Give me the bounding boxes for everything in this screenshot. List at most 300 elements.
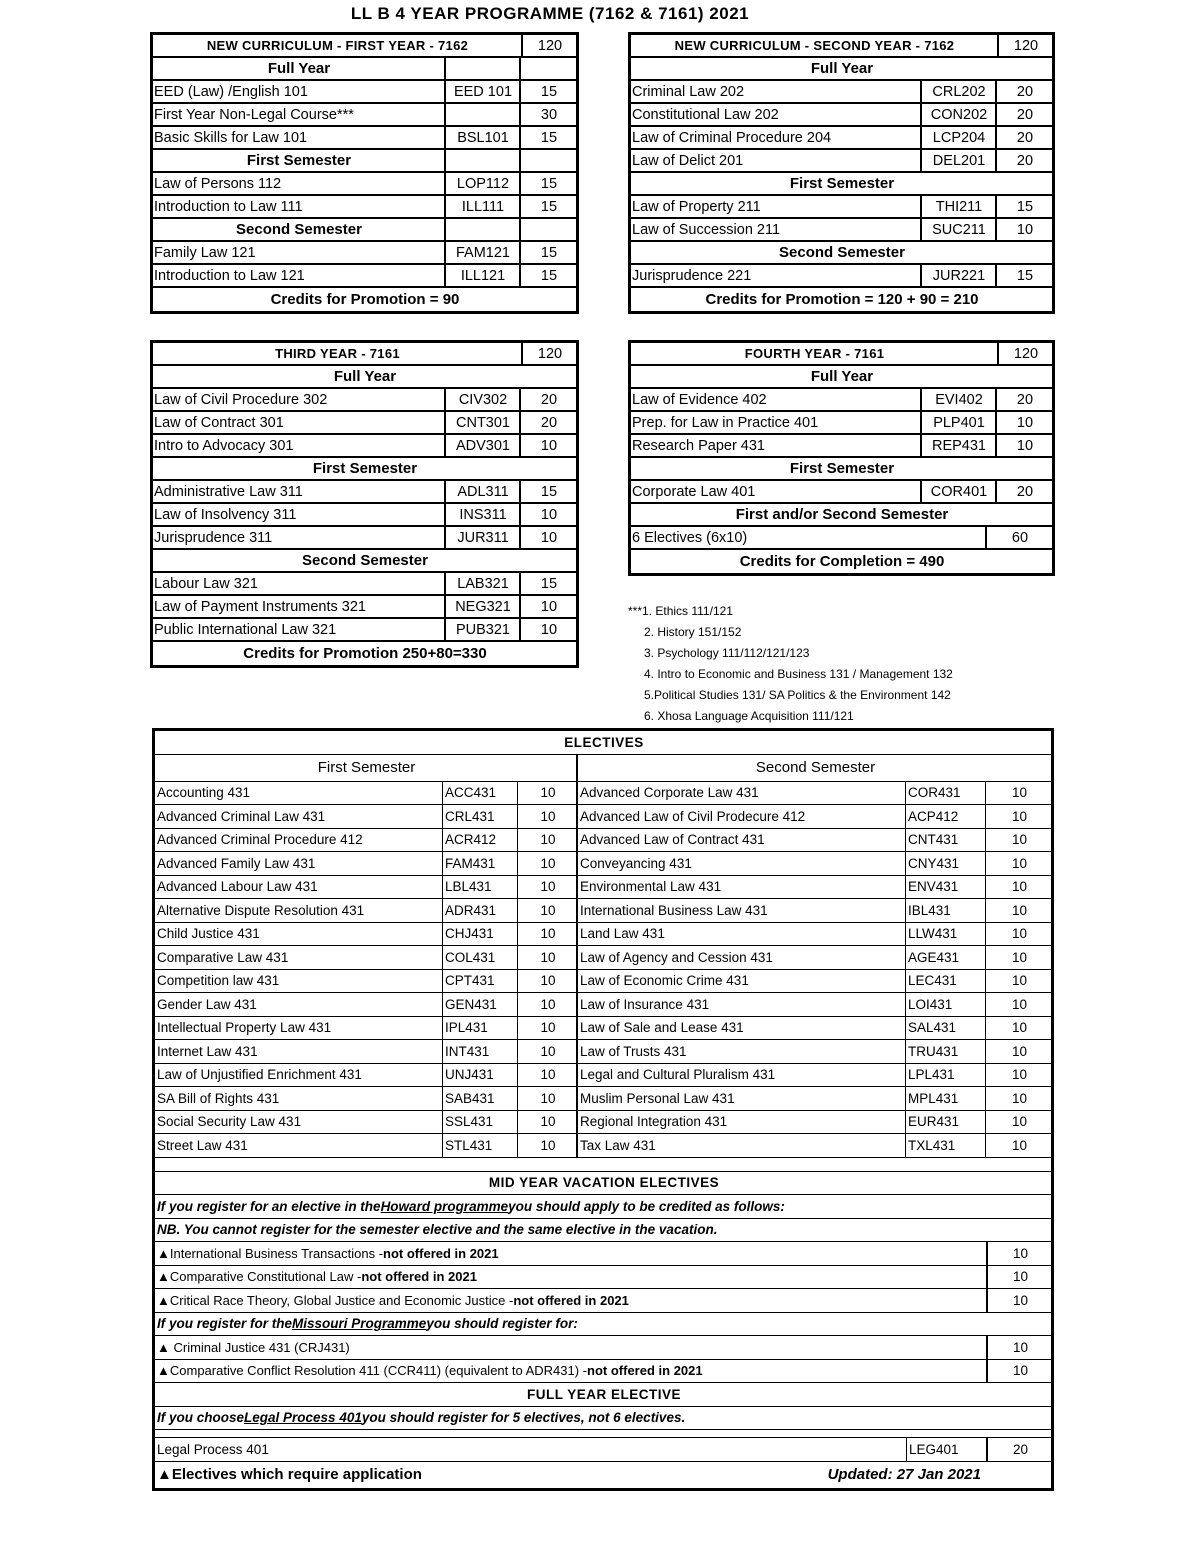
elective-name: Advanced Law of Contract 431: [578, 829, 906, 852]
elective-name: Intellectual Property Law 431: [155, 1017, 443, 1040]
year-title: NEW CURRICULUM - FIRST YEAR - 7162: [206, 38, 469, 53]
elective-credits: 10: [518, 1040, 578, 1063]
vacation-elective: [155, 1266, 986, 1289]
not-offered-note: not offered in 2021: [361, 1269, 477, 1285]
course-row: [153, 242, 576, 265]
empty-cell: [521, 58, 576, 79]
year-header: [631, 35, 1052, 58]
course-code: EVI402: [922, 389, 997, 410]
elective-name: Advanced Criminal Law 431: [155, 805, 443, 828]
course-name: Law of Delict 201: [631, 150, 922, 171]
course-row: [153, 619, 576, 642]
course-name: Constitutional Law 202: [631, 104, 922, 125]
elective-row: [155, 923, 1051, 947]
elective-code: FAM431: [443, 852, 518, 875]
updated-date: Updated: 27 Jan 2021: [827, 1466, 981, 1483]
vacation-elective-name: ▲Comparative Constitutional Law -: [157, 1269, 362, 1285]
course-row: [631, 219, 1052, 242]
course-name: Law of Evidence 402: [631, 389, 922, 410]
course-name: Law of Succession 211: [631, 219, 922, 240]
legal-process-name: Legal Process 401: [157, 1441, 269, 1457]
elective-name: Street Law 431: [155, 1134, 443, 1157]
course-name: Research Paper 431: [631, 435, 922, 456]
course-code: INS311: [446, 504, 521, 525]
elective-code: AGE431: [906, 946, 986, 969]
year-credits: 120: [997, 35, 1052, 56]
course-code: FAM121: [446, 242, 521, 263]
credits-footer-text: Credits for Promotion 250+80=330: [243, 645, 487, 662]
vacation-elective: [155, 1289, 986, 1312]
elective-code: ACR412: [443, 829, 518, 852]
elective-credits: 10: [1011, 949, 1028, 965]
course-code: JUR221: [922, 265, 997, 286]
elective-credits: 10: [1011, 879, 1028, 895]
elective-credits: 10: [518, 1134, 578, 1157]
elective-row: [155, 1087, 1051, 1111]
course-row: [153, 173, 576, 196]
elective-credits: 10: [518, 829, 578, 852]
elective-row: [155, 876, 1051, 900]
section-label: Full Year: [153, 58, 446, 79]
elective-name: Conveyancing 431: [578, 852, 906, 875]
elective-credits: 10: [1011, 902, 1028, 918]
section-row: [631, 173, 1052, 196]
course-row: [153, 435, 576, 458]
elective-code: COL431: [443, 946, 518, 969]
elective-credits: 10: [518, 923, 578, 946]
course-credits: 20: [540, 391, 558, 408]
elective-code: CNT431: [906, 829, 986, 852]
elective-name: Advanced Labour Law 431: [155, 876, 443, 899]
course-name: Law of Contract 301: [153, 412, 446, 433]
course-credits: 15: [540, 575, 558, 592]
elective-name: Environmental Law 431: [578, 876, 906, 899]
course-row: [631, 104, 1052, 127]
programme-link: Legal Process 401: [244, 1410, 362, 1426]
midyear-header: MID YEAR VACATION ELECTIVES: [488, 1175, 720, 1191]
credits-footer-text: Credits for Completion = 490: [739, 553, 945, 570]
elective-name: Advanced Criminal Procedure 412: [155, 829, 443, 852]
course-name: First Year Non-Legal Course***: [153, 104, 446, 125]
elective-name: Social Security Law 431: [155, 1111, 443, 1134]
elective-credits: 10: [518, 805, 578, 828]
elective-code: CHJ431: [443, 923, 518, 946]
section-row: [153, 150, 576, 173]
course-credits: 20: [1016, 152, 1034, 169]
section-label: Second Semester: [779, 244, 905, 261]
course-credits: 20: [1016, 83, 1034, 100]
course-code: LCP204: [922, 127, 997, 148]
course-code: ADV301: [446, 435, 521, 456]
course-name: Jurisprudence 311: [153, 527, 446, 548]
elective-code: ACP412: [906, 805, 986, 828]
course-name: EED (Law) /English 101: [153, 81, 446, 102]
elective-row: [155, 1462, 1051, 1488]
elective-name: Regional Integration 431: [578, 1111, 906, 1134]
year-header: [153, 343, 576, 366]
course-row: [153, 104, 576, 127]
vacation-elective: [155, 1336, 986, 1359]
elective-credits: 10: [518, 1017, 578, 1040]
vacation-elective-name: ▲Critical Race Theory, Global Justice and Economic Justice -: [157, 1292, 514, 1308]
course-row: [631, 435, 1052, 458]
elective-code: GEN431: [443, 993, 518, 1016]
elective-row: [155, 1438, 1051, 1462]
course-row: [153, 265, 576, 288]
course-row: [153, 573, 576, 596]
section-row: [631, 366, 1052, 389]
course-code: LOP112: [446, 173, 521, 194]
elective-code: LPL431: [906, 1064, 986, 1087]
elective-code: SAB431: [443, 1087, 518, 1110]
electives-table: [152, 728, 1054, 1491]
elective-credits: 10: [518, 1064, 578, 1087]
instruction-pre: If you choose: [157, 1410, 245, 1426]
course-credits: 15: [540, 244, 558, 261]
course-name: Law of Property 211: [631, 196, 922, 217]
elective-name: Legal and Cultural Pluralism 431: [578, 1064, 906, 1087]
section-label: Full Year: [810, 368, 874, 385]
empty-cell: [521, 219, 576, 240]
elective-name: Law of Insurance 431: [578, 993, 906, 1016]
elective-row: [155, 1266, 1051, 1290]
course-credits: 10: [1016, 221, 1034, 238]
elective-row: [155, 1219, 1051, 1243]
course-row: [153, 127, 576, 150]
note-line: 2. History 151/152: [644, 624, 742, 639]
course-credits: 20: [1016, 483, 1034, 500]
note-line: 4. Intro to Economic and Business 131 / Management 132: [644, 666, 953, 681]
credits-footer: [153, 642, 576, 665]
course-row: [153, 81, 576, 104]
elective-name: Land Law 431: [578, 923, 906, 946]
elective-credits: 10: [518, 852, 578, 875]
instruction-pre: If you register for the: [157, 1316, 293, 1332]
course-name: Family Law 121: [153, 242, 446, 263]
elective-row: [155, 1134, 1051, 1158]
course-code: BSL101: [446, 127, 521, 148]
elective-name: Law of Agency and Cession 431: [578, 946, 906, 969]
course-credits: 10: [540, 506, 558, 523]
elective-code: CRL431: [443, 805, 518, 828]
fourth-year-box: [628, 340, 1055, 576]
elective-row: [155, 1360, 1051, 1384]
course-code: CRL202: [922, 81, 997, 102]
vacation-elective-name: ▲Comparative Conflict Resolution 411 (CCR411) (equivalent to ADR431) -: [157, 1363, 588, 1379]
course-code: NEG321: [446, 596, 521, 617]
elective-credits: 10: [1011, 1114, 1028, 1130]
elective-row: [155, 970, 1051, 994]
credits-footer: [631, 550, 1052, 573]
elective-row: [155, 782, 1051, 806]
elective-row: [155, 1336, 1051, 1360]
course-row: [153, 412, 576, 435]
course-name: Law of Criminal Procedure 204: [631, 127, 922, 148]
elective-name: Advanced Family Law 431: [155, 852, 443, 875]
section-label: Second Semester: [153, 219, 446, 240]
course-credits: 10: [540, 529, 558, 546]
section-row: [631, 504, 1052, 527]
course-row: [153, 481, 576, 504]
elective-row: [155, 1195, 1051, 1219]
section-row: [153, 366, 576, 389]
elective-code: EUR431: [906, 1111, 986, 1134]
section-row: [631, 58, 1052, 81]
legal-process-credits: 20: [986, 1438, 1051, 1461]
course-row: [631, 412, 1052, 435]
course-name: Administrative Law 311: [153, 481, 446, 502]
course-name: Basic Skills for Law 101: [153, 127, 446, 148]
elective-row: [155, 1040, 1051, 1064]
spacer-row: [155, 1430, 1051, 1437]
elective-code: CPT431: [443, 970, 518, 993]
vacation-elective-credits: 10: [986, 1289, 1051, 1312]
elective-code: ADR431: [443, 899, 518, 922]
year-header: [153, 35, 576, 58]
year-credits: 120: [997, 343, 1052, 364]
elective-row: [155, 1407, 1051, 1431]
elective-name: Child Justice 431: [155, 923, 443, 946]
course-credits: 20: [1016, 391, 1034, 408]
elective-name: Gender Law 431: [155, 993, 443, 1016]
elective-row: [155, 1313, 1051, 1337]
section-row: [631, 458, 1052, 481]
vacation-elective-credits: 10: [986, 1242, 1051, 1265]
course-name: Introduction to Law 111: [153, 196, 446, 217]
year-credits: 120: [521, 35, 576, 56]
course-code: ADL311: [446, 481, 521, 502]
not-offered-note: not offered in 2021: [383, 1245, 499, 1261]
elective-row: [155, 755, 1051, 782]
elective-credits: 10: [1011, 973, 1028, 989]
elective-name: Law of Sale and Lease 431: [578, 1017, 906, 1040]
course-credits: 10: [1016, 414, 1034, 431]
course-row: [153, 527, 576, 550]
course-credits: 15: [540, 267, 558, 284]
course-row: [631, 150, 1052, 173]
year-title: THIRD YEAR - 7161: [275, 346, 400, 361]
course-row: [631, 196, 1052, 219]
course-name: Prep. for Law in Practice 401: [631, 412, 922, 433]
elective-code: COR431: [906, 782, 986, 805]
not-offered-note: not offered in 2021: [587, 1363, 703, 1379]
elective-name: Advanced Corporate Law 431: [578, 782, 906, 805]
elective-row: [155, 1172, 1051, 1196]
elective-code: ENV431: [906, 876, 986, 899]
course-name: Public International Law 321: [153, 619, 446, 640]
elective-name: Accounting 431: [155, 782, 443, 805]
elective-row: [155, 1430, 1051, 1438]
course-row: [631, 127, 1052, 150]
course-code: EED 101: [446, 81, 521, 102]
elective-credits: 10: [518, 782, 578, 805]
course-name: Labour Law 321: [153, 573, 446, 594]
empty-cell: [446, 150, 521, 171]
instruction-pre: If you register for an elective in the: [157, 1198, 381, 1214]
vacation-elective: [155, 1242, 986, 1265]
elective-code: TRU431: [906, 1040, 986, 1063]
elective-credits: 10: [1011, 996, 1028, 1012]
elective-name: Competition law 431: [155, 970, 443, 993]
elective-credits: 10: [518, 946, 578, 969]
elective-credits: 10: [1011, 832, 1028, 848]
course-code: LAB321: [446, 573, 521, 594]
vacation-elective-credits: 10: [986, 1336, 1051, 1359]
elective-row: [155, 1017, 1051, 1041]
course-credits: 15: [540, 198, 558, 215]
elective-code: INT431: [443, 1040, 518, 1063]
section-row: [153, 219, 576, 242]
course-credits: 10: [540, 621, 558, 638]
course-code: THI211: [922, 196, 997, 217]
page-title: LL B 4 YEAR PROGRAMME (7162 & 7161) 2021: [350, 4, 750, 23]
section-label: Full Year: [333, 368, 397, 385]
course-credits: 15: [540, 129, 558, 146]
course-credits: 15: [1016, 267, 1034, 284]
second-year-box: [628, 32, 1055, 314]
course-name: 6 Electives (6x10): [631, 527, 987, 548]
third-year-box: [150, 340, 579, 668]
course-code: COR401: [922, 481, 997, 502]
course-name: Intro to Advocacy 301: [153, 435, 446, 456]
course-row: [631, 81, 1052, 104]
elective-row: [155, 993, 1051, 1017]
course-row: [631, 389, 1052, 412]
elective-credits: 10: [1011, 1090, 1028, 1106]
course-code: JUR311: [446, 527, 521, 548]
elective-code: STL431: [443, 1134, 518, 1157]
second-semester-label: Second Semester: [755, 759, 876, 776]
elective-name: Muslim Personal Law 431: [578, 1087, 906, 1110]
section-label: First Semester: [153, 150, 446, 171]
course-credits: 10: [1016, 437, 1034, 454]
section-label: First Semester: [312, 460, 418, 477]
elective-row: [155, 946, 1051, 970]
credits-footer-text: Credits for Promotion = 90: [270, 291, 460, 308]
elective-credits: 10: [1011, 1067, 1028, 1083]
course-credits: 15: [540, 175, 558, 192]
empty-cell: [521, 150, 576, 171]
elective-row: [155, 805, 1051, 829]
elective-name: SA Bill of Rights 431: [155, 1087, 443, 1110]
section-row: [631, 242, 1052, 265]
elective-credits: 10: [518, 899, 578, 922]
elective-code: LEC431: [906, 970, 986, 993]
elective-row: [155, 899, 1051, 923]
elective-name: Tax Law 431: [578, 1134, 906, 1157]
instruction-post: you should register for:: [426, 1316, 578, 1332]
instruction-text: [155, 1407, 1051, 1430]
course-credits: 20: [1016, 129, 1034, 146]
elective-code: TXL431: [906, 1134, 986, 1157]
elective-row: [155, 1158, 1051, 1172]
section-row: [153, 458, 576, 481]
programme-link: Howard programme: [380, 1198, 509, 1214]
non-legal-course-notes: [628, 600, 953, 726]
instruction-text: [155, 1195, 1051, 1218]
course-row: [631, 481, 1052, 504]
year-header: [631, 343, 1052, 366]
elective-code: UNJ431: [443, 1064, 518, 1087]
vacation-elective-credits: 10: [986, 1266, 1051, 1289]
not-offered-note: not offered in 2021: [513, 1292, 629, 1308]
elective-credits: 10: [1011, 785, 1028, 801]
course-name: Law of Persons 112: [153, 173, 446, 194]
elective-row: [155, 731, 1051, 755]
course-credits: 60: [1011, 529, 1029, 546]
empty-cell: [446, 219, 521, 240]
elective-row: [155, 1242, 1051, 1266]
note-line: 6. Xhosa Language Acquisition 111/121: [644, 708, 854, 723]
section-label: Full Year: [810, 60, 874, 77]
instruction-post: you should apply to be credited as follows:: [508, 1198, 785, 1214]
credits-footer: [153, 288, 576, 311]
nb-note: NB. You cannot register for the semester elective and the same elective in the vacation.: [157, 1222, 718, 1238]
elective-name: Internet Law 431: [155, 1040, 443, 1063]
elective-row: [155, 852, 1051, 876]
course-credits: 15: [540, 483, 558, 500]
course-code: ILL111: [446, 196, 521, 217]
year-title: NEW CURRICULUM - SECOND YEAR - 7162: [674, 38, 955, 53]
course-row: [153, 596, 576, 619]
electives-header: ELECTIVES: [564, 734, 644, 750]
elective-name: International Business Law 431: [578, 899, 906, 922]
elective-code: IBL431: [906, 899, 986, 922]
course-name: Introduction to Law 121: [153, 265, 446, 286]
year-credits: 120: [521, 343, 576, 364]
elective-row: [155, 1064, 1051, 1088]
elective-credits: 10: [1011, 855, 1028, 871]
credits-footer: [631, 288, 1052, 311]
section-label: First Semester: [789, 175, 895, 192]
elective-name: Alternative Dispute Resolution 431: [155, 899, 443, 922]
note-line: 5.Political Studies 131/ SA Politics & the Environment 142: [644, 687, 951, 702]
course-code: REP431: [922, 435, 997, 456]
elective-code: LLW431: [906, 923, 986, 946]
course-name: Law of Civil Procedure 302: [153, 389, 446, 410]
elective-credits: 10: [1011, 1043, 1028, 1059]
elective-name: Law of Trusts 431: [578, 1040, 906, 1063]
full-year-elective-header: FULL YEAR ELECTIVE: [526, 1386, 682, 1402]
elective-credits: 10: [518, 1111, 578, 1134]
course-row: [153, 196, 576, 219]
course-name: Jurisprudence 221: [631, 265, 922, 286]
elective-name: Law of Unjustified Enrichment 431: [155, 1064, 443, 1087]
credits-footer-text: Credits for Promotion = 120 + 90 = 210: [705, 291, 979, 308]
section-row: [153, 550, 576, 573]
elective-code: SAL431: [906, 1017, 986, 1040]
section-row: [153, 58, 576, 81]
course-row: [631, 265, 1052, 288]
elective-code: IPL431: [443, 1017, 518, 1040]
elective-credits: 10: [518, 1087, 578, 1110]
elective-name: Law of Economic Crime 431: [578, 970, 906, 993]
course-credits: 10: [540, 437, 558, 454]
elective-credits: 10: [1011, 808, 1028, 824]
course-code: CON202: [922, 104, 997, 125]
course-credits: 15: [540, 83, 558, 100]
section-label: First and/or Second Semester: [735, 506, 949, 523]
legal-process-code: LEG401: [906, 1438, 986, 1461]
course-credits: 20: [1016, 106, 1034, 123]
elective-code: MPL431: [906, 1087, 986, 1110]
elective-row: [155, 1383, 1051, 1407]
vacation-elective: [155, 1360, 986, 1383]
elective-row: [155, 829, 1051, 853]
first-semester-label: First Semester: [155, 755, 578, 781]
course-code: DEL201: [922, 150, 997, 171]
course-code: CIV302: [446, 389, 521, 410]
